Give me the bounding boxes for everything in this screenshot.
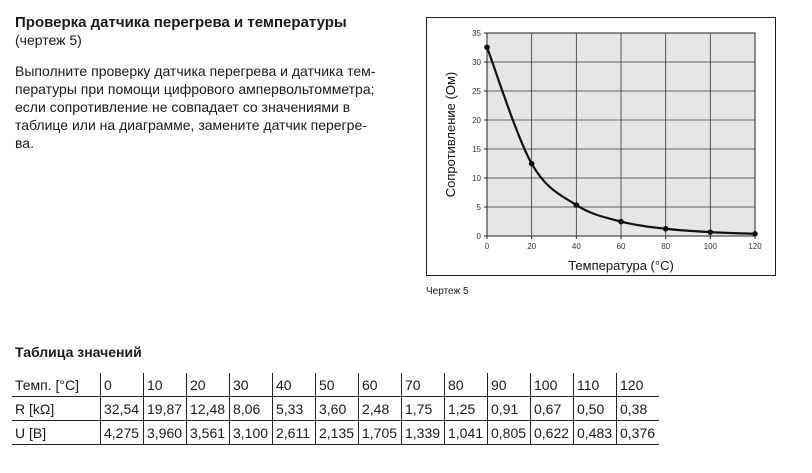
table-cell: 32,54 xyxy=(101,397,144,421)
table-cell: 120 xyxy=(617,373,660,397)
data-point xyxy=(708,229,714,235)
table-cell: 2,135 xyxy=(316,421,359,445)
table-cell: 0,376 xyxy=(617,421,660,445)
row-label: Темп. [°C] xyxy=(12,373,101,397)
x-tick-label: 120 xyxy=(748,242,762,251)
y-tick-label: 20 xyxy=(472,116,481,125)
table-cell: 110 xyxy=(574,373,617,397)
table-cell: 5,33 xyxy=(273,397,316,421)
table-cell: 70 xyxy=(402,373,445,397)
paragraph-line: Выполните проверку датчика перегрева и датчика тем- xyxy=(15,63,376,79)
table-cell: 0,622 xyxy=(531,421,574,445)
table-cell: 0,805 xyxy=(488,421,531,445)
table-row xyxy=(12,397,659,421)
table-row xyxy=(12,421,659,445)
y-tick-label: 15 xyxy=(472,145,481,154)
chart-caption: Чертеж 5 xyxy=(426,286,469,297)
paragraph-line: пературы при помощи цифрового ампервольтомметра; xyxy=(15,81,375,97)
row-label: R [kΩ] xyxy=(12,397,101,421)
table-cell: 12,48 xyxy=(187,397,230,421)
y-tick-label: 25 xyxy=(472,87,481,96)
paragraph-line: если сопротивление не совпадает со значениями в xyxy=(15,99,351,115)
y-axis-label: Сопротивление (Ом) xyxy=(443,71,458,198)
x-axis-label: Температура (°C) xyxy=(568,258,674,273)
table-cell: 1,041 xyxy=(445,421,488,445)
section-heading: Проверка датчика перегрева и температуры xyxy=(15,14,347,31)
table-cell: 4,275 xyxy=(101,421,144,445)
data-point xyxy=(663,226,669,232)
table-title: Таблица значений xyxy=(15,344,142,360)
y-tick-label: 35 xyxy=(472,29,481,38)
table-cell: 3,100 xyxy=(230,421,273,445)
table-cell: 1,339 xyxy=(402,421,445,445)
table-cell: 3,960 xyxy=(144,421,187,445)
table-cell: 0,50 xyxy=(574,397,617,421)
instruction-paragraph xyxy=(15,62,395,152)
table-cell: 0,483 xyxy=(574,421,617,445)
table-cell: 30 xyxy=(230,373,273,397)
table-cell: 90 xyxy=(488,373,531,397)
x-tick-label: 60 xyxy=(616,242,626,251)
table-cell: 3,561 xyxy=(187,421,230,445)
table-cell: 40 xyxy=(273,373,316,397)
resistance-chart xyxy=(427,18,777,277)
row-label: U [B] xyxy=(12,421,101,445)
table-cell: 10 xyxy=(144,373,187,397)
data-point xyxy=(574,202,580,208)
table-cell: 1,25 xyxy=(445,397,488,421)
table-cell: 8,06 xyxy=(230,397,273,421)
table-cell: 80 xyxy=(445,373,488,397)
y-tick-label: 5 xyxy=(476,203,481,212)
y-tick-label: 10 xyxy=(472,174,481,183)
table-cell: 100 xyxy=(531,373,574,397)
data-point xyxy=(484,44,490,50)
table-cell: 2,611 xyxy=(273,421,316,445)
table-cell: 1,705 xyxy=(359,421,402,445)
section-subheading: (чертеж 5) xyxy=(15,32,82,48)
data-point xyxy=(618,219,624,225)
data-point xyxy=(529,161,535,167)
x-tick-label: 40 xyxy=(571,242,581,251)
x-tick-label: 20 xyxy=(527,242,537,251)
x-tick-label: 100 xyxy=(703,242,718,251)
chart-frame xyxy=(426,17,776,276)
x-tick-label: 0 xyxy=(484,242,490,251)
table-cell: 3,60 xyxy=(316,397,359,421)
table-cell: 0,67 xyxy=(531,397,574,421)
table-cell: 20 xyxy=(187,373,230,397)
table-cell: 1,75 xyxy=(402,397,445,421)
y-tick-label: 30 xyxy=(472,58,481,67)
table-cell: 19,87 xyxy=(144,397,187,421)
table-cell: 50 xyxy=(316,373,359,397)
x-tick-label: 80 xyxy=(661,242,671,251)
table-cell: 60 xyxy=(359,373,402,397)
table-cell: 0,91 xyxy=(488,397,531,421)
table-row xyxy=(12,373,659,397)
data-point xyxy=(752,231,758,237)
y-tick-label: 0 xyxy=(476,232,481,241)
table-cell: 0,38 xyxy=(617,397,660,421)
table-cell: 2,48 xyxy=(359,397,402,421)
paragraph-line: ва. xyxy=(15,135,34,151)
table-cell: 0 xyxy=(101,373,144,397)
values-table xyxy=(12,373,659,445)
paragraph-line: таблице или на диаграмме, замените датчик перегре- xyxy=(15,117,367,133)
